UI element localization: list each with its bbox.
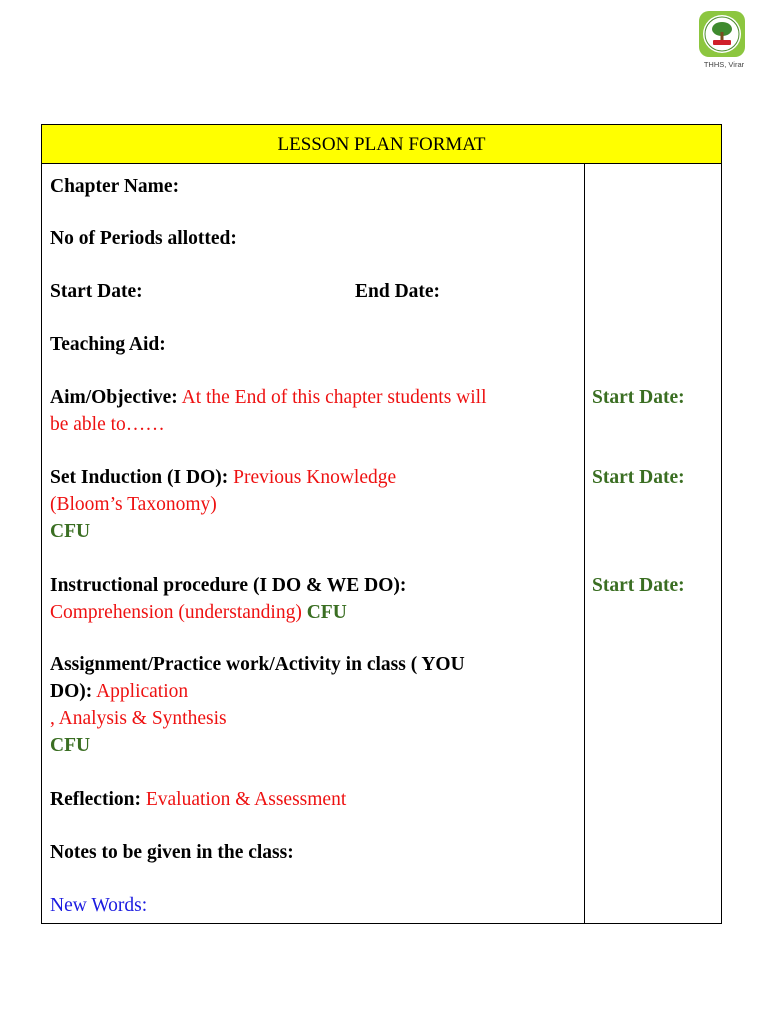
school-logo — [698, 10, 746, 58]
assignment-label: Assignment/Practice work/Activity in class ( YOU — [50, 654, 465, 675]
assignment-line-2 — [50, 678, 188, 705]
set-induction-text: Previous Knowledge — [233, 467, 397, 488]
blooms-taxonomy: (Bloom’s Taxonomy) — [50, 494, 217, 515]
comprehension-line — [50, 599, 347, 626]
column-divider — [584, 164, 585, 923]
side-start-date-2: Start Date: — [592, 467, 685, 488]
notes-label: Notes to be given in the class: — [50, 842, 294, 863]
periods-label: No of Periods allotted: — [50, 228, 237, 249]
chapter-name-label: Chapter Name: — [50, 176, 180, 197]
table-header: LESSON PLAN FORMAT — [42, 125, 721, 164]
set-induction-label: Set Induction (I DO): — [50, 467, 229, 488]
comprehension-text: Comprehension (understanding) — [50, 602, 302, 623]
aim-text: At the End of this chapter students will — [181, 387, 487, 408]
reflection-line — [50, 786, 346, 813]
instructional-procedure-label: Instructional procedure (I DO & WE DO): — [50, 575, 407, 596]
analysis-synthesis-text: , Analysis & Synthesis — [50, 708, 227, 729]
aim-objective-line — [50, 384, 487, 411]
side-start-date-1: Start Date: — [592, 387, 685, 408]
end-date-label: End Date: — [355, 281, 441, 302]
teaching-aid-label: Teaching Aid: — [50, 334, 166, 355]
aim-text-continued: be able to…… — [50, 414, 165, 435]
reflection-text: Evaluation & Assessment — [145, 789, 347, 810]
application-text: Application — [96, 681, 189, 702]
cfu-2: CFU — [306, 602, 347, 623]
lesson-plan-table — [41, 124, 722, 924]
side-start-date-3: Start Date: — [592, 575, 685, 596]
cfu-1: CFU — [50, 521, 91, 542]
reflection-label: Reflection: — [50, 789, 141, 810]
aim-label: Aim/Objective: — [50, 387, 178, 408]
set-induction-line — [50, 464, 396, 491]
start-date-label: Start Date: — [50, 281, 143, 302]
cfu-3: CFU — [50, 735, 91, 756]
logo-caption: THHS, Virar — [703, 60, 745, 69]
new-words-label: New Words: — [50, 895, 148, 916]
assignment-label-end: DO): — [50, 681, 93, 702]
